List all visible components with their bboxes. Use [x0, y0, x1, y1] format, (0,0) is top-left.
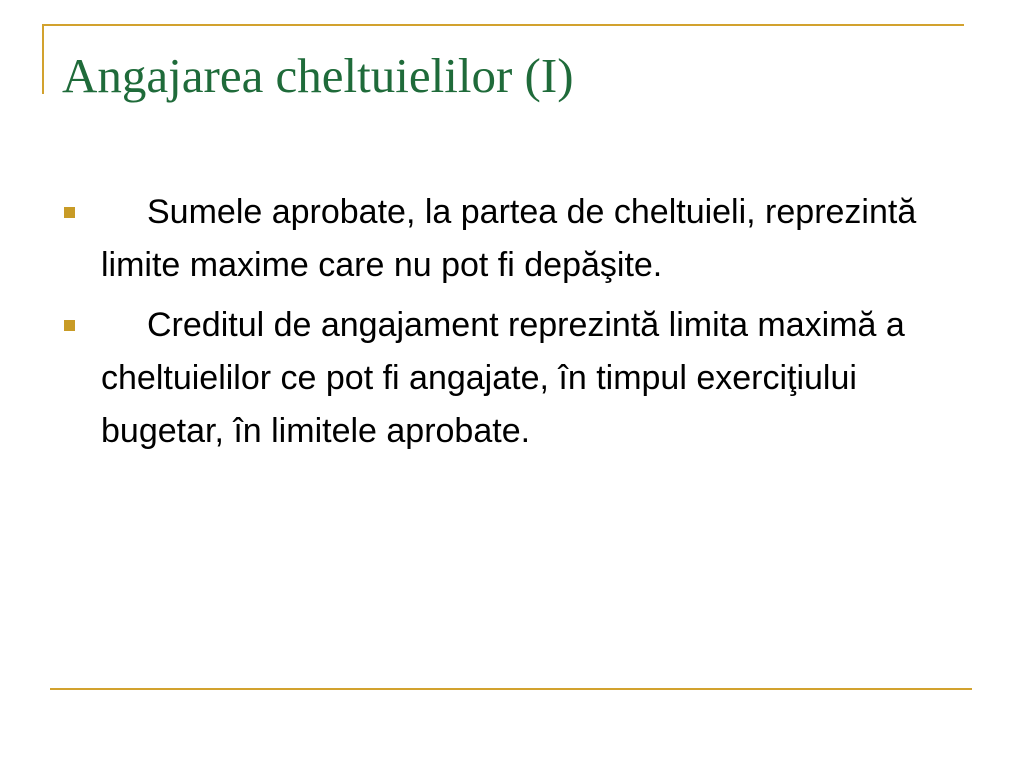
top-rule: [42, 24, 964, 26]
bullet-item: [62, 186, 962, 292]
slide-title: Angajarea cheltuielilor (I): [62, 48, 574, 103]
bullet-text: Sumele aprobate, la partea de cheltuieli, reprezintă limite maxime care nu pot fi depăşite.: [101, 193, 917, 284]
bottom-rule: [50, 688, 972, 690]
bullet-item: [62, 299, 962, 458]
square-bullet-icon: [64, 207, 75, 218]
bullet-text: Creditul de angajament reprezintă limita maximă a cheltuielilor ce pot fi angajate, în timpul exerciţiului bugetar, în limitele aprobate.: [101, 306, 905, 450]
bullet-list: [62, 186, 962, 465]
square-bullet-icon: [64, 320, 75, 331]
left-rule: [42, 24, 44, 94]
